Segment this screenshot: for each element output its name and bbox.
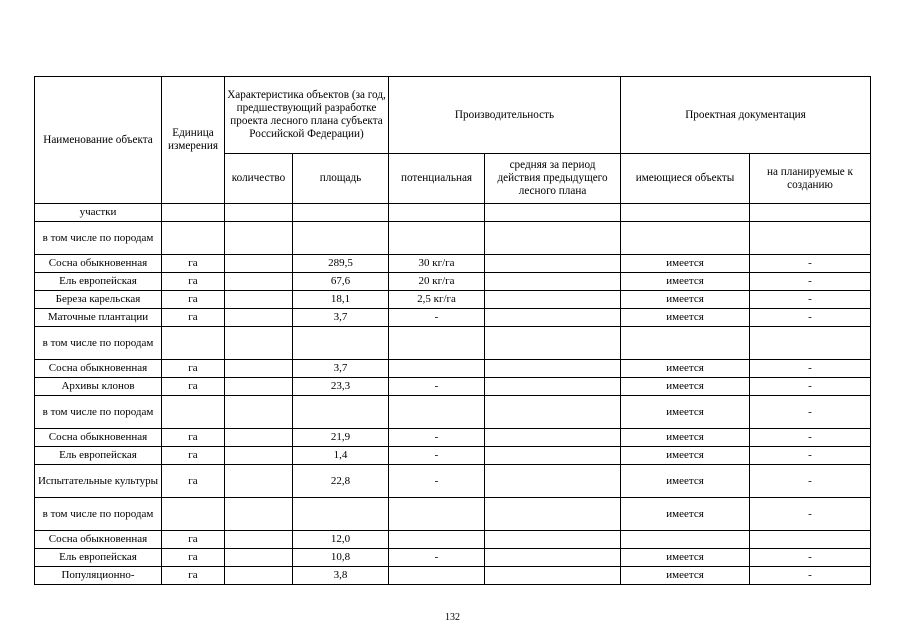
cell-area: 3,7 <box>293 309 389 327</box>
cell-existing: имеется <box>621 291 750 309</box>
cell-average <box>485 222 621 255</box>
cell-average <box>485 498 621 531</box>
cell-planned: - <box>750 360 871 378</box>
cell-area: 289,5 <box>293 255 389 273</box>
cell-unit <box>162 222 225 255</box>
cell-existing: имеется <box>621 498 750 531</box>
cell-name: Сосна обыкновенная <box>35 429 162 447</box>
cell-existing: имеется <box>621 396 750 429</box>
cell-qty <box>225 396 293 429</box>
header-potential: потенциальная <box>389 154 485 204</box>
cell-existing: имеется <box>621 429 750 447</box>
header-name: Наименование объекта <box>35 77 162 204</box>
cell-unit <box>162 204 225 222</box>
header-existing: имеющиеся объекты <box>621 154 750 204</box>
cell-average <box>485 327 621 360</box>
cell-qty <box>225 255 293 273</box>
cell-unit: га <box>162 360 225 378</box>
cell-average <box>485 309 621 327</box>
cell-qty <box>225 360 293 378</box>
cell-potential: 2,5 кг/га <box>389 291 485 309</box>
cell-qty <box>225 465 293 498</box>
cell-existing <box>621 531 750 549</box>
cell-planned: - <box>750 273 871 291</box>
cell-name: в том числе по породам <box>35 327 162 360</box>
cell-potential: - <box>389 465 485 498</box>
table-row <box>35 255 871 273</box>
table-row <box>35 273 871 291</box>
table-row <box>35 204 871 222</box>
cell-potential: 20 кг/га <box>389 273 485 291</box>
cell-planned <box>750 204 871 222</box>
cell-unit <box>162 396 225 429</box>
cell-potential <box>389 396 485 429</box>
header-productivity: Производительность <box>389 77 621 154</box>
cell-average <box>485 465 621 498</box>
cell-name: Ель европейская <box>35 273 162 291</box>
cell-name: в том числе по породам <box>35 222 162 255</box>
cell-area: 18,1 <box>293 291 389 309</box>
cell-planned: - <box>750 291 871 309</box>
cell-average <box>485 360 621 378</box>
cell-area: 10,8 <box>293 549 389 567</box>
cell-area: 3,7 <box>293 360 389 378</box>
cell-existing: имеется <box>621 378 750 396</box>
header-area: площадь <box>293 154 389 204</box>
header-project-docs: Проектная документация <box>621 77 871 154</box>
cell-unit: га <box>162 429 225 447</box>
cell-qty <box>225 204 293 222</box>
cell-area: 3,8 <box>293 567 389 585</box>
cell-qty <box>225 429 293 447</box>
cell-name: Сосна обыкновенная <box>35 360 162 378</box>
cell-average <box>485 255 621 273</box>
cell-existing: имеется <box>621 567 750 585</box>
cell-potential: - <box>389 549 485 567</box>
cell-name: Ель европейская <box>35 447 162 465</box>
cell-planned: - <box>750 465 871 498</box>
cell-area: 23,3 <box>293 378 389 396</box>
cell-average <box>485 378 621 396</box>
cell-name: Сосна обыкновенная <box>35 531 162 549</box>
cell-area: 67,6 <box>293 273 389 291</box>
table-row <box>35 309 871 327</box>
cell-unit: га <box>162 309 225 327</box>
cell-existing: имеется <box>621 309 750 327</box>
table-row <box>35 567 871 585</box>
cell-potential <box>389 204 485 222</box>
cell-existing: имеется <box>621 465 750 498</box>
cell-planned: - <box>750 396 871 429</box>
cell-potential <box>389 498 485 531</box>
table-row <box>35 549 871 567</box>
cell-average <box>485 549 621 567</box>
table-row <box>35 222 871 255</box>
cell-qty <box>225 567 293 585</box>
cell-planned: - <box>750 498 871 531</box>
cell-qty <box>225 273 293 291</box>
table-row <box>35 465 871 498</box>
cell-name: в том числе по породам <box>35 498 162 531</box>
cell-planned: - <box>750 447 871 465</box>
cell-unit: га <box>162 549 225 567</box>
cell-potential <box>389 327 485 360</box>
cell-qty <box>225 447 293 465</box>
table-row <box>35 327 871 360</box>
cell-name: в том числе по породам <box>35 396 162 429</box>
cell-area: 1,4 <box>293 447 389 465</box>
header-characteristics: Характеристика объектов (за год, предшествующий разработке проекта лесного плана субъекта Российской Федерации) <box>225 77 389 154</box>
cell-unit: га <box>162 291 225 309</box>
cell-unit: га <box>162 273 225 291</box>
cell-unit: га <box>162 255 225 273</box>
table-row <box>35 396 871 429</box>
table-row <box>35 378 871 396</box>
cell-potential <box>389 222 485 255</box>
cell-unit: га <box>162 567 225 585</box>
cell-potential <box>389 360 485 378</box>
cell-existing: имеется <box>621 255 750 273</box>
cell-existing <box>621 204 750 222</box>
cell-average <box>485 396 621 429</box>
cell-qty <box>225 498 293 531</box>
cell-unit: га <box>162 531 225 549</box>
cell-planned: - <box>750 549 871 567</box>
cell-existing: имеется <box>621 447 750 465</box>
cell-potential: - <box>389 447 485 465</box>
cell-qty <box>225 309 293 327</box>
cell-qty <box>225 531 293 549</box>
cell-existing <box>621 327 750 360</box>
cell-planned: - <box>750 429 871 447</box>
cell-planned <box>750 531 871 549</box>
table-row <box>35 498 871 531</box>
cell-qty <box>225 378 293 396</box>
cell-potential: 30 кг/га <box>389 255 485 273</box>
table-row <box>35 429 871 447</box>
cell-potential <box>389 531 485 549</box>
cell-name: Маточные плантации <box>35 309 162 327</box>
cell-existing: имеется <box>621 360 750 378</box>
cell-area <box>293 396 389 429</box>
cell-area <box>293 204 389 222</box>
cell-name: Популяционно- <box>35 567 162 585</box>
cell-name: Береза карельская <box>35 291 162 309</box>
cell-unit: га <box>162 378 225 396</box>
cell-average <box>485 531 621 549</box>
cell-planned: - <box>750 255 871 273</box>
cell-potential: - <box>389 378 485 396</box>
cell-planned <box>750 327 871 360</box>
cell-existing: имеется <box>621 549 750 567</box>
cell-average <box>485 291 621 309</box>
cell-name: Архивы клонов <box>35 378 162 396</box>
table-row <box>35 360 871 378</box>
cell-planned: - <box>750 309 871 327</box>
cell-existing <box>621 222 750 255</box>
cell-average <box>485 273 621 291</box>
cell-average <box>485 567 621 585</box>
cell-planned: - <box>750 378 871 396</box>
cell-existing: имеется <box>621 273 750 291</box>
header-quantity: количество <box>225 154 293 204</box>
cell-planned: - <box>750 567 871 585</box>
cell-average <box>485 429 621 447</box>
cell-area: 22,8 <box>293 465 389 498</box>
cell-planned <box>750 222 871 255</box>
cell-average <box>485 447 621 465</box>
cell-unit <box>162 327 225 360</box>
cell-unit: га <box>162 465 225 498</box>
cell-name: участки <box>35 204 162 222</box>
table-row <box>35 531 871 549</box>
cell-name: Сосна обыкновенная <box>35 255 162 273</box>
table-row <box>35 291 871 309</box>
cell-potential <box>389 567 485 585</box>
forest-objects-table <box>34 76 871 585</box>
cell-qty <box>225 222 293 255</box>
cell-area: 12,0 <box>293 531 389 549</box>
header-planned: на планируемые к созданию <box>750 154 871 204</box>
page-number: 132 <box>445 612 460 623</box>
cell-qty <box>225 291 293 309</box>
cell-unit <box>162 498 225 531</box>
header-average: средняя за период действия предыдущего лесного плана <box>485 154 621 204</box>
cell-qty <box>225 327 293 360</box>
header-unit: Единица измерения <box>162 77 225 204</box>
cell-average <box>485 204 621 222</box>
cell-qty <box>225 549 293 567</box>
cell-area: 21,9 <box>293 429 389 447</box>
table-body <box>35 204 871 585</box>
cell-potential: - <box>389 309 485 327</box>
cell-area <box>293 327 389 360</box>
cell-potential: - <box>389 429 485 447</box>
cell-unit: га <box>162 447 225 465</box>
cell-name: Ель европейская <box>35 549 162 567</box>
cell-area <box>293 222 389 255</box>
cell-area <box>293 498 389 531</box>
cell-name: Испытательные культуры <box>35 465 162 498</box>
table-row <box>35 447 871 465</box>
